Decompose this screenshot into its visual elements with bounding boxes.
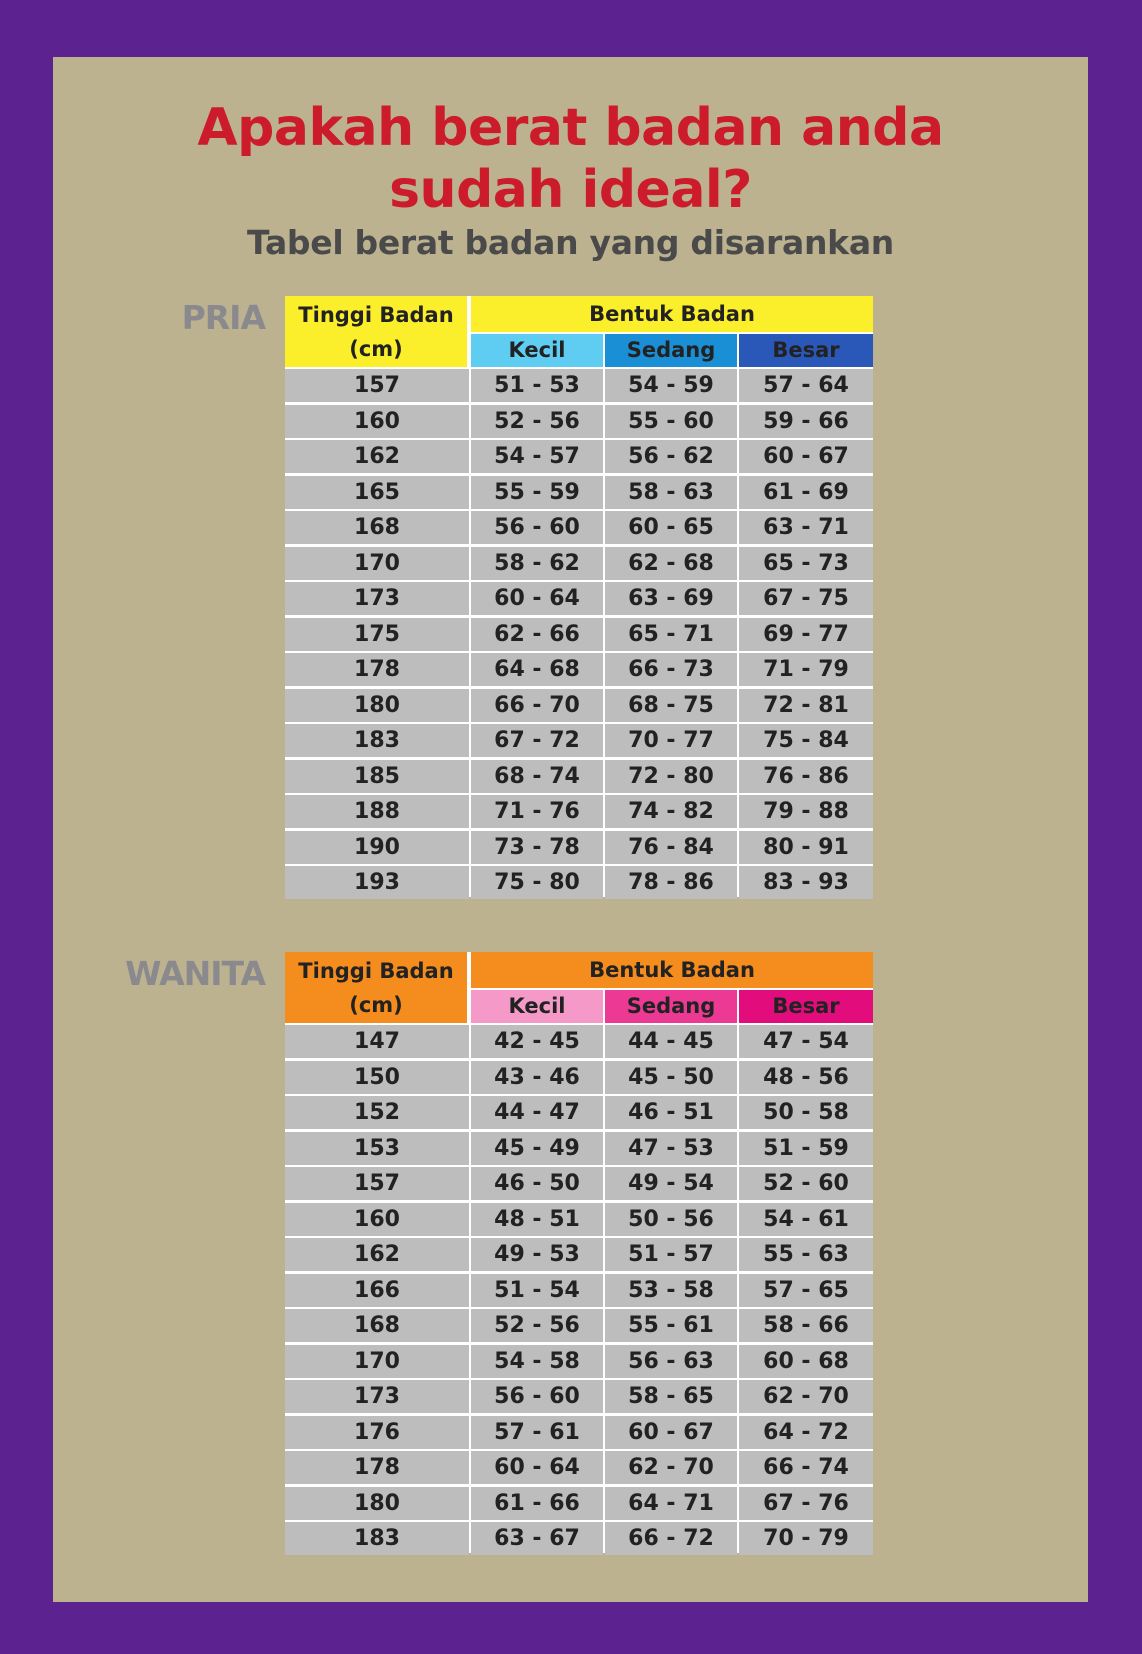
wanita-besar-cell: 57 - 65 xyxy=(739,1274,873,1307)
wanita-weight-table xyxy=(285,952,873,1553)
wanita-besar-cell: 62 - 70 xyxy=(739,1380,873,1413)
wanita-besar-cell: 52 - 60 xyxy=(739,1167,873,1200)
pria-weight-table xyxy=(285,296,873,897)
poster-panel xyxy=(53,57,1088,1602)
wanita-sedang-cell: 50 - 56 xyxy=(605,1203,737,1236)
wanita-height-cell: 150 xyxy=(285,1061,469,1094)
wanita-sedang-cell: 47 - 53 xyxy=(605,1132,737,1165)
pria-kecil-cell: 56 - 60 xyxy=(471,511,603,544)
pria-height-cell: 193 xyxy=(285,866,469,899)
wanita-besar-cell: 51 - 59 xyxy=(739,1132,873,1165)
pria-height-cell: 180 xyxy=(285,689,469,722)
wanita-kecil-cell: 48 - 51 xyxy=(471,1203,603,1236)
wanita-table-row xyxy=(285,1487,873,1520)
pria-table-row xyxy=(285,547,873,580)
wanita-sedang-cell: 51 - 57 xyxy=(605,1238,737,1271)
title-line-1: Apakah berat badan anda xyxy=(197,98,944,158)
wanita-kecil-cell: 44 - 47 xyxy=(471,1096,603,1129)
pria-table-row xyxy=(285,760,873,793)
wanita-table-row xyxy=(285,1274,873,1307)
pria-sedang-cell: 54 - 59 xyxy=(605,369,737,402)
pria-besar-cell: 71 - 79 xyxy=(739,653,873,686)
pria-sedang-cell: 72 - 80 xyxy=(605,760,737,793)
pria-kecil-cell: 62 - 66 xyxy=(471,618,603,651)
pria-sedang-cell: 58 - 63 xyxy=(605,476,737,509)
pria-height-header xyxy=(285,296,467,367)
page-subtitle: Tabel berat badan yang disarankan xyxy=(247,223,894,262)
wanita-besar-cell: 55 - 63 xyxy=(739,1238,873,1271)
wanita-height-cell: 183 xyxy=(285,1522,469,1555)
pria-table-row xyxy=(285,511,873,544)
pria-table-row xyxy=(285,689,873,722)
pria-table-row xyxy=(285,795,873,828)
wanita-kecil-cell: 57 - 61 xyxy=(471,1416,603,1449)
pria-sedang-cell: 65 - 71 xyxy=(605,618,737,651)
wanita-table-row xyxy=(285,1096,873,1129)
wanita-sedang-cell: 55 - 61 xyxy=(605,1309,737,1342)
pria-height-cell: 173 xyxy=(285,582,469,615)
wanita-besar-cell: 67 - 76 xyxy=(739,1487,873,1520)
wanita-kecil-cell: 43 - 46 xyxy=(471,1061,603,1094)
wanita-sedang-cell: 53 - 58 xyxy=(605,1274,737,1307)
wanita-height-cell: 176 xyxy=(285,1416,469,1449)
wanita-kecil-cell: 61 - 66 xyxy=(471,1487,603,1520)
pria-kecil-cell: 73 - 78 xyxy=(471,831,603,864)
wanita-sedang-cell: 66 - 72 xyxy=(605,1522,737,1555)
wanita-height-cell: 147 xyxy=(285,1025,469,1058)
pria-sedang-header: Sedang xyxy=(605,334,737,367)
wanita-kecil-cell: 52 - 56 xyxy=(471,1309,603,1342)
wanita-height-cell: 162 xyxy=(285,1238,469,1271)
pria-kecil-cell: 67 - 72 xyxy=(471,724,603,757)
wanita-table-row xyxy=(285,1061,873,1094)
pria-kecil-cell: 55 - 59 xyxy=(471,476,603,509)
wanita-table-row xyxy=(285,1025,873,1058)
pria-besar-cell: 79 - 88 xyxy=(739,795,873,828)
pria-height-header-line1: Tinggi Badan xyxy=(298,303,454,327)
wanita-kecil-cell: 45 - 49 xyxy=(471,1132,603,1165)
pria-besar-header: Besar xyxy=(739,334,873,367)
pria-besar-cell: 76 - 86 xyxy=(739,760,873,793)
wanita-height-cell: 178 xyxy=(285,1451,469,1484)
wanita-kecil-cell: 54 - 58 xyxy=(471,1345,603,1378)
pria-besar-cell: 65 - 73 xyxy=(739,547,873,580)
pria-kecil-cell: 64 - 68 xyxy=(471,653,603,686)
pria-table-row xyxy=(285,653,873,686)
wanita-height-cell: 152 xyxy=(285,1096,469,1129)
pria-table-row xyxy=(285,866,873,899)
pria-height-cell: 160 xyxy=(285,405,469,438)
wanita-besar-header: Besar xyxy=(739,990,873,1023)
wanita-besar-cell: 50 - 58 xyxy=(739,1096,873,1129)
wanita-besar-cell: 66 - 74 xyxy=(739,1451,873,1484)
pria-kecil-cell: 52 - 56 xyxy=(471,405,603,438)
pria-height-cell: 178 xyxy=(285,653,469,686)
pria-table-row xyxy=(285,476,873,509)
pria-sedang-cell: 56 - 62 xyxy=(605,440,737,473)
pria-height-cell: 165 xyxy=(285,476,469,509)
pria-besar-cell: 80 - 91 xyxy=(739,831,873,864)
pria-besar-cell: 61 - 69 xyxy=(739,476,873,509)
wanita-label: WANITA xyxy=(125,954,265,993)
wanita-height-header-line2: (cm) xyxy=(349,993,403,1017)
pria-kecil-header: Kecil xyxy=(471,334,603,367)
wanita-sedang-cell: 44 - 45 xyxy=(605,1025,737,1058)
pria-sedang-cell: 74 - 82 xyxy=(605,795,737,828)
wanita-besar-cell: 70 - 79 xyxy=(739,1522,873,1555)
pria-height-cell: 170 xyxy=(285,547,469,580)
wanita-table-row xyxy=(285,1167,873,1200)
pria-height-cell: 157 xyxy=(285,369,469,402)
pria-besar-cell: 60 - 67 xyxy=(739,440,873,473)
pria-kecil-cell: 51 - 53 xyxy=(471,369,603,402)
pria-height-cell: 168 xyxy=(285,511,469,544)
wanita-sedang-cell: 45 - 50 xyxy=(605,1061,737,1094)
wanita-besar-cell: 47 - 54 xyxy=(739,1025,873,1058)
wanita-sedang-cell: 64 - 71 xyxy=(605,1487,737,1520)
page-title xyxy=(53,97,1088,221)
pria-sedang-cell: 66 - 73 xyxy=(605,653,737,686)
pria-kecil-cell: 66 - 70 xyxy=(471,689,603,722)
wanita-height-cell: 180 xyxy=(285,1487,469,1520)
pria-height-cell: 188 xyxy=(285,795,469,828)
wanita-table-row xyxy=(285,1522,873,1555)
pria-besar-cell: 67 - 75 xyxy=(739,582,873,615)
pria-table-row xyxy=(285,369,873,402)
pria-height-cell: 185 xyxy=(285,760,469,793)
pria-kecil-cell: 60 - 64 xyxy=(471,582,603,615)
pria-kecil-cell: 71 - 76 xyxy=(471,795,603,828)
wanita-sedang-cell: 49 - 54 xyxy=(605,1167,737,1200)
wanita-shape-header: Bentuk Badan xyxy=(471,952,873,988)
wanita-table-row xyxy=(285,1416,873,1449)
wanita-sedang-header: Sedang xyxy=(605,990,737,1023)
pria-sedang-cell: 62 - 68 xyxy=(605,547,737,580)
wanita-table-row xyxy=(285,1345,873,1378)
wanita-sedang-cell: 58 - 65 xyxy=(605,1380,737,1413)
wanita-table-row xyxy=(285,1451,873,1484)
wanita-besar-cell: 58 - 66 xyxy=(739,1309,873,1342)
pria-besar-cell: 59 - 66 xyxy=(739,405,873,438)
pria-kecil-cell: 58 - 62 xyxy=(471,547,603,580)
pria-besar-cell: 69 - 77 xyxy=(739,618,873,651)
wanita-height-cell: 173 xyxy=(285,1380,469,1413)
wanita-height-header-line1: Tinggi Badan xyxy=(298,959,454,983)
pria-besar-cell: 72 - 81 xyxy=(739,689,873,722)
wanita-height-cell: 168 xyxy=(285,1309,469,1342)
pria-shape-header: Bentuk Badan xyxy=(471,296,873,332)
pria-height-cell: 190 xyxy=(285,831,469,864)
wanita-kecil-cell: 60 - 64 xyxy=(471,1451,603,1484)
wanita-height-cell: 160 xyxy=(285,1203,469,1236)
pria-besar-cell: 63 - 71 xyxy=(739,511,873,544)
pria-kecil-cell: 54 - 57 xyxy=(471,440,603,473)
wanita-table-row xyxy=(285,1203,873,1236)
wanita-table-row xyxy=(285,1309,873,1342)
wanita-kecil-cell: 42 - 45 xyxy=(471,1025,603,1058)
wanita-height-cell: 157 xyxy=(285,1167,469,1200)
pria-sedang-cell: 63 - 69 xyxy=(605,582,737,615)
wanita-besar-cell: 64 - 72 xyxy=(739,1416,873,1449)
wanita-height-header xyxy=(285,952,467,1023)
wanita-kecil-cell: 46 - 50 xyxy=(471,1167,603,1200)
wanita-height-cell: 153 xyxy=(285,1132,469,1165)
pria-sedang-cell: 70 - 77 xyxy=(605,724,737,757)
wanita-besar-cell: 48 - 56 xyxy=(739,1061,873,1094)
wanita-sedang-cell: 62 - 70 xyxy=(605,1451,737,1484)
pria-besar-cell: 57 - 64 xyxy=(739,369,873,402)
pria-kecil-cell: 68 - 74 xyxy=(471,760,603,793)
wanita-height-cell: 166 xyxy=(285,1274,469,1307)
wanita-sedang-cell: 46 - 51 xyxy=(605,1096,737,1129)
pria-height-cell: 183 xyxy=(285,724,469,757)
wanita-kecil-cell: 56 - 60 xyxy=(471,1380,603,1413)
pria-besar-cell: 83 - 93 xyxy=(739,866,873,899)
pria-table-row xyxy=(285,831,873,864)
pria-sedang-cell: 55 - 60 xyxy=(605,405,737,438)
pria-sedang-cell: 68 - 75 xyxy=(605,689,737,722)
wanita-besar-cell: 60 - 68 xyxy=(739,1345,873,1378)
pria-height-cell: 162 xyxy=(285,440,469,473)
wanita-table-row xyxy=(285,1380,873,1413)
pria-table-row xyxy=(285,440,873,473)
pria-kecil-cell: 75 - 80 xyxy=(471,866,603,899)
wanita-kecil-header: Kecil xyxy=(471,990,603,1023)
pria-besar-cell: 75 - 84 xyxy=(739,724,873,757)
pria-table-row xyxy=(285,724,873,757)
wanita-kecil-cell: 49 - 53 xyxy=(471,1238,603,1271)
pria-table-row xyxy=(285,618,873,651)
wanita-table-row xyxy=(285,1132,873,1165)
pria-label: PRIA xyxy=(181,298,265,337)
pria-table-row xyxy=(285,405,873,438)
pria-height-cell: 175 xyxy=(285,618,469,651)
wanita-kecil-cell: 63 - 67 xyxy=(471,1522,603,1555)
pria-sedang-cell: 60 - 65 xyxy=(605,511,737,544)
wanita-height-cell: 170 xyxy=(285,1345,469,1378)
wanita-table-row xyxy=(285,1238,873,1271)
pria-table-row xyxy=(285,582,873,615)
wanita-sedang-cell: 56 - 63 xyxy=(605,1345,737,1378)
pria-sedang-cell: 76 - 84 xyxy=(605,831,737,864)
pria-height-header-line2: (cm) xyxy=(349,337,403,361)
wanita-sedang-cell: 60 - 67 xyxy=(605,1416,737,1449)
title-line-2: sudah ideal? xyxy=(389,160,752,220)
pria-sedang-cell: 78 - 86 xyxy=(605,866,737,899)
wanita-besar-cell: 54 - 61 xyxy=(739,1203,873,1236)
wanita-kecil-cell: 51 - 54 xyxy=(471,1274,603,1307)
